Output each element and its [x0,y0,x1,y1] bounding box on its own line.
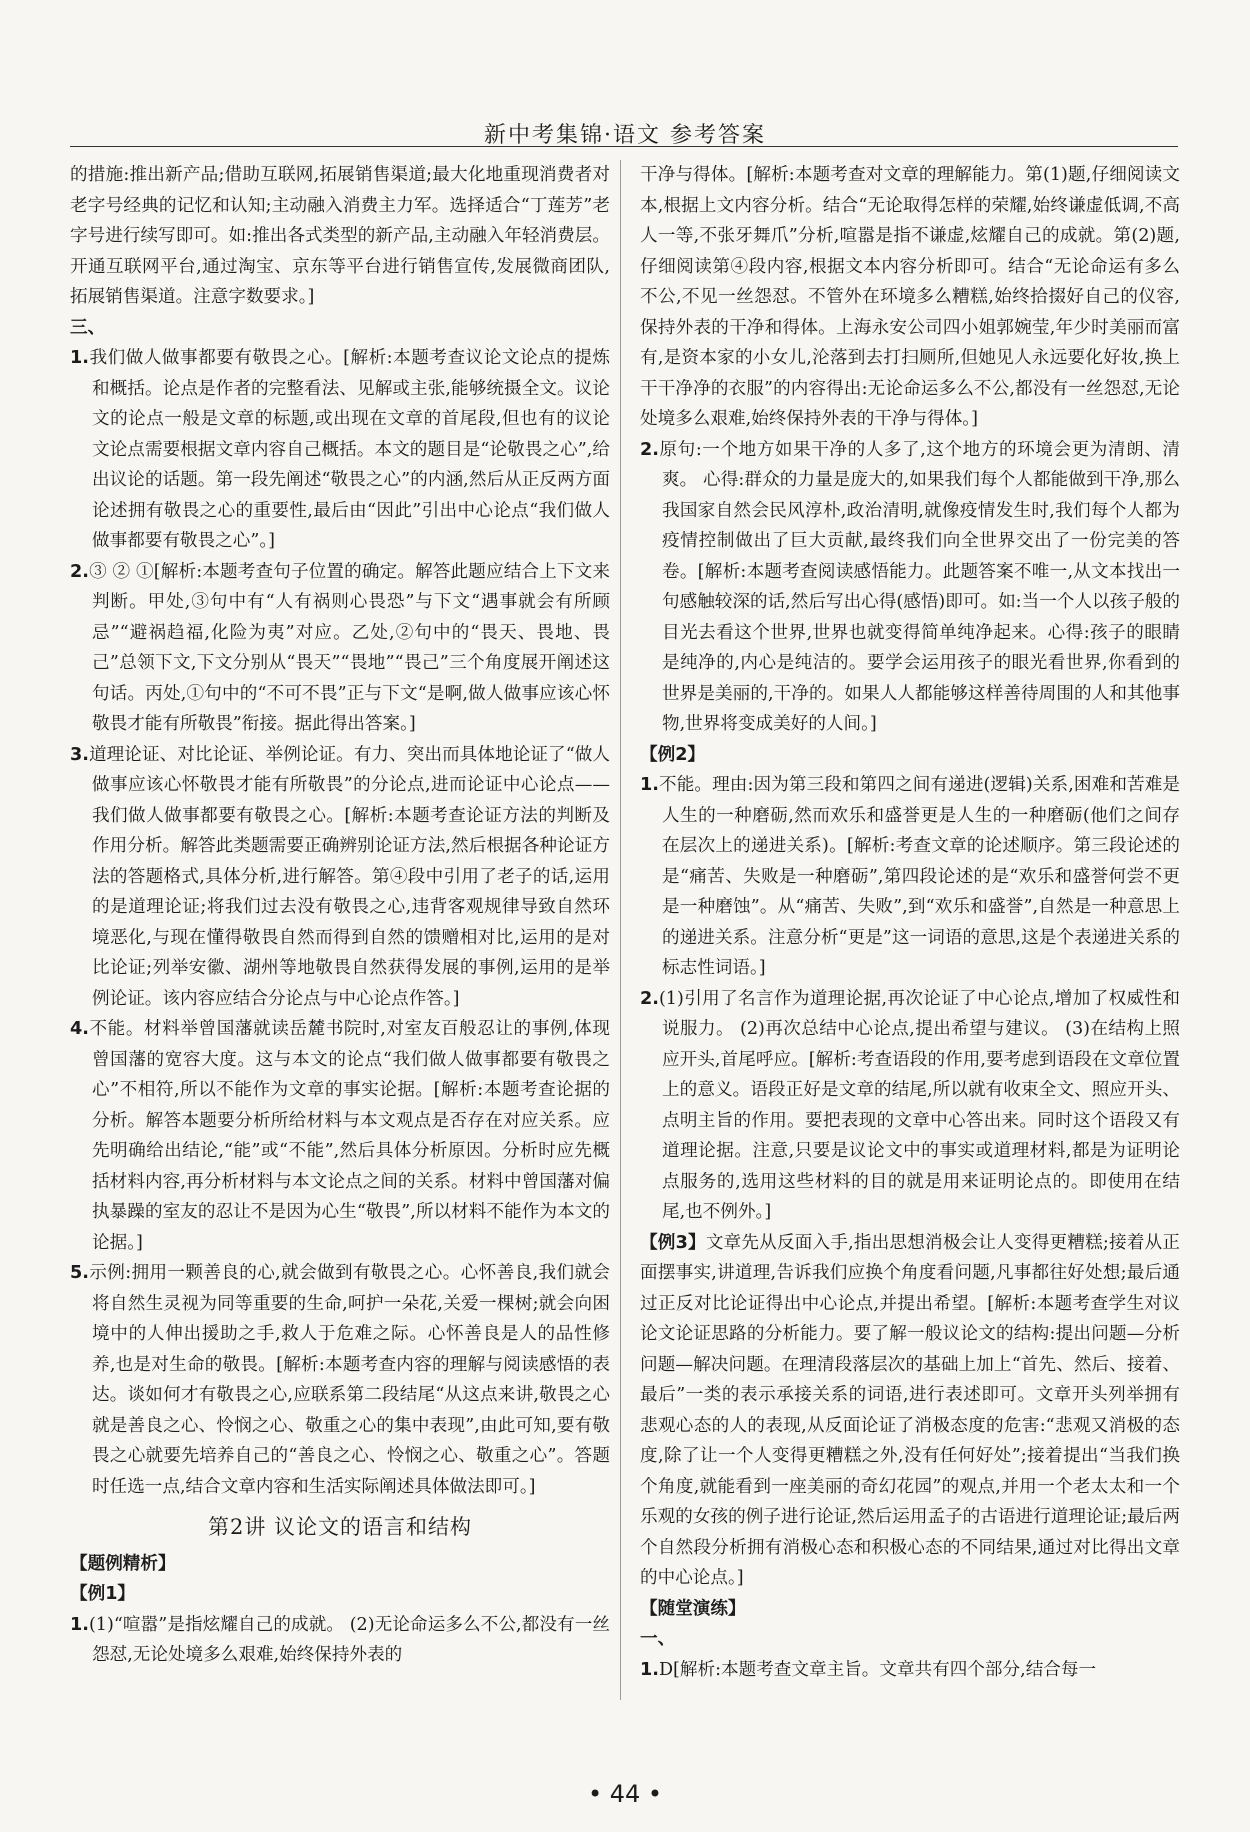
header-rule [70,146,1178,147]
example-3-answer [640,1228,1180,1594]
example-2-answer-2 [640,984,1180,1228]
item-text: 文章先从反面入手,指出思想消极会让人变得更糟糕;接着从正面摆事实,讲道理,告诉我们应换个角度看问题,凡事都往好处想;最后通过正反对比论证得出中心论点,并提出希望。[解析:本题考查学生对议论文论证思路的分析能力。要了解一般议论文的结构:提出问题—分析问题—解决问题。在理清段落层次的基础上加上“首先、然后、接着、最后”一类的表示承接关系的词语,进行表述即可。文章开头列举拥有悲观心态的人的表现,从反面论证了消极态度的危害:“悲观又消极的态度,除了让一个人变得更糟糕之外,没有任何好处”;接着提出“当我们换个角度,就能看到一座美丽的奇幻花园”的观点,并用一个老太太和一个乐观的女孩的例子进行论证,然后运用孟子的古语进行道理论证;最后两个自然段分析拥有消极心态和积极心态的不同结果,通过对比得出文章的中心论点。] [640,1232,1180,1588]
answer-item-5 [70,1258,610,1502]
item-number: 5. [70,1263,89,1283]
intro-paragraph: 的措施:推出新产品;借助互联网,拓展销售渠道;最大化地重现消费者对老字号经典的记忆和认知;主动融入消费主力军。选择适合“丁莲芳”老字号进行续写即可。如:推出各式类型的新产品,主动融入年轻消费层。开通互联网平台,通过淘宝、京东等平台进行销售宣传,发展微商团队,拓展销售渠道。注意字数要求。] [70,165,610,307]
item-number: 1. [640,1659,659,1680]
item-number: 1. [70,1614,89,1635]
item-text: (1)引用了名言作为道理论据,再次论证了中心论点,增加了权威性和说服力。 (2)再次总结中心论点,提出希望与建议。 (3)在结构上照应开头,首尾呼应。[解析:考查语段的作用,要考虑到语段在文章位置上的意义。语段正好是文章的结尾,所以就有收束全文、照应开头、点明主旨的作用。要把表现的文章中心答出来。同时这个语段又有道理论据。注意,只要是议论文中的事实或道理材料,都是为证明论点服务的,选用这些材料的目的就是用来证明论点的。即使用在结尾,也不例外。] [658,988,1180,1222]
page-number: • 44 • [587,1780,663,1808]
item-text: 我们做人做事都要有敬畏之心。[解析:本题考查议论文论点的提炼和概括。论点是作者的完整看法、见解或主张,能够统摄全文。议论文的论点一般是文章的标题,或出现在文章的首尾段,但也有的议论文论点需要根据文章内容自己概括。本文的题目是“论敬畏之心”,给出议论的话题。第一段先阐述“敬畏之心”的内涵,然后从正反两方面论述拥有敬畏之心的重要性,最后由“因此”引出中心论点“我们做人做事都要有敬畏之心”。] [88,348,610,551]
item-number: 1. [70,348,89,368]
column-divider [620,160,621,1700]
item-text: D[解析:本题考查文章主旨。文章共有四个部分,结合每一 [658,1659,1097,1680]
example-1-answer-1 [70,1610,610,1671]
item-text: 不能。理由:因为第三段和第四之间有递进(逻辑)关系,困难和苦难是人生的一种磨砺,然而欢乐和盛誉更是人生的一种磨砺(他们之间存在层次上的递进关系)。[解析:考查文章的论述顺序。第三段论述的是“痛苦、失败是一种磨砺”,第四段论述的是“欢乐和盛誉何尝不更是一种磨蚀”。从“痛苦、失败”,到“欢乐和盛誉”,自然是一种意思上的递进关系。注意分析“更是”这一词语的意思,这是个表递进关系的标志性词语。] [658,775,1180,978]
example-2-label: 【例2】 [640,744,706,765]
item-text: (1)“喧嚣”是指炫耀自己的成就。 (2)无论命运多么不公,都没有一丝怨怼,无论处境多么艰难,始终保持外表的 [88,1614,610,1665]
item-text: 道理论证、对比论证、举例论证。有力、突出而具体地论证了“做人做事应该心怀敬畏才能有所敬畏”的分论点,进而论证中心论点——我们做人做事都要有敬畏之心。[解析:本题考查论证方法的判断及作用分析。解答此类题需要正确辨别论证方法,然后根据各种论证方法的答题格式,具体分析,进行解答。第④段中引用了老子的话,运用的是道理论证;将我们过去没有敬畏之心,违背客观规律导致自然环境恶化,与现在懂得敬畏自然而得到自然的馈赠相对比,运用的是对比论证;列举安徽、湖州等地敬畏自然获得发展的事例,运用的是举例论证。该内容应结合分论点与中心论点作答。] [88,744,610,1009]
section-one-heading: 一、 [640,1629,676,1649]
item-text: 原句:一个地方如果干净的人多了,这个地方的环境会更为清朗、清爽。 心得:群众的力量是庞大的,如果我们每个人都能做到干净,那么我国家自然会民风淳朴,政治清明,就像疫情发生时,我们每个人都为疫情控制做出了巨大贡献,最终我们向全世界交出了一份完美的答卷。[解析:本题考查阅读感悟能力。此题答案不唯一,从文本找出一句感触较深的话,然后写出心得(感悟)即可。如:当一个人以孩子般的目光去看这个世界,世界也就变得简单纯净起来。心得:孩子的眼睛是纯净的,内心是纯洁的。要学会运用孩子的眼光看世界,你看到的世界是美丽的,干净的。如果人人都能够这样善待周围的人和其他事物,世界将变成美好的人间。] [658,439,1180,734]
practice-answer-1 [640,1655,1180,1686]
item-number: 2. [640,988,659,1009]
section-three-heading: 三、 [70,317,106,338]
item-text: 示例:拥用一颗善良的心,就会做到有敬畏之心。心怀善良,我们就会将自然生灵视为同等重要的生命,呵护一朵花,关爱一棵树;就会向困境中的人伸出援助之手,救人于危难之际。心怀善良是人的品性修养,也是对生命的敬畏。[解析:本题考查内容的理解与阅读感悟的表达。谈如何才有敬畏之心,应联系第二段结尾“从这点来讲,敬畏之心就是善良之心、怜悯之心、敬重之心的集中表现”,由此可知,要有敬畏之心就要先培养自己的“善良之心、怜悯之心、敬重之心”。答题时任选一点,结合文章内容和生活实际阐述具体做法即可。] [88,1263,610,1497]
example-3-label: 【例3】 [640,1232,706,1253]
answer-item-4 [70,1014,610,1258]
example-1-label: 【例1】 [70,1584,136,1604]
example-2-answer-1 [640,770,1180,984]
page-header: 新中考集锦·语文 参考答案 [484,123,766,148]
item-number: 2. [70,561,89,582]
example-1-answer-2 [640,435,1180,740]
practice-heading: 【随堂演练】 [640,1598,746,1619]
continued-paragraph: 干净与得体。[解析:本题考查对文章的理解能力。第(1)题,仔细阅读文本,根据上文内容分析。结合“无论取得怎样的荣耀,始终谦虚低调,不高人一等,不张牙舞爪”分析,喧嚣是指不谦虚,炫耀自己的成就。第(2)题,仔细阅读第④段内容,根据文本内容分析即可。结合“无论命运有多么不公,不见一丝怨怼。不管外在环境多么糟糕,始终拾掇好自己的仪容,保持外表的干净和得体。上海永安公司四小姐郭婉莹,年少时美丽而富有,是资本家的小女儿,沦落到去打扫厕所,但她见人永远要化好妆,换上干干净净的衣服”的内容得出:无论命运多么不公,都没有一丝怨怼,无论处境多么艰难,始终保持外表的干净与得体。] [640,165,1180,429]
item-text: 不能。材料举曾国藩就读岳麓书院时,对室友百般忍让的事例,体现曾国藩的宽容大度。这与本文的论点“我们做人做事都要有敬畏之心”不相符,所以不能作为文章的事实论据。[解析:本题考查论据的分析。解答本题要分析所给材料与本文观点是否存在对应关系。应先明确给出结论,“能”或“不能”,然后具体分析原因。分析时应先概括材料内容,再分析材料与本文论点之间的关系。材料中曾国藩对偏执暴躁的室友的忍让不是因为心生“敬畏”,所以材料不能作为本文的论据。] [88,1019,610,1253]
right-column [640,160,1180,1685]
item-number: 2. [640,439,659,460]
item-number: 4. [70,1019,89,1039]
item-number: 3. [70,744,89,765]
answer-item-1 [70,343,610,557]
answer-item-2 [70,557,610,740]
item-number: 1. [640,775,659,795]
item-text: ③ ② ①[解析:本题考查句子位置的确定。解答此题应结合上下文来判断。甲处,③句中有“人有祸则心畏恐”与下文“遇事就会有所顾忌”“避祸趋福,化险为夷”对应。乙处,②句中的“畏天、畏地、畏己”总领下文,下文分别从“畏天”“畏地”“畏己”三个角度展开阐述这句话。丙处,①句中的“不可不畏”正与下文“是啊,做人做事应该心怀敬畏才能有所敬畏”衔接。据此得出答案。] [88,561,610,734]
answer-item-3 [70,740,610,1015]
left-column [70,160,610,1671]
lesson-title: 第2讲 议论文的语言和结构 [207,1515,473,1539]
examples-heading: 【题例精析】 [70,1553,176,1574]
